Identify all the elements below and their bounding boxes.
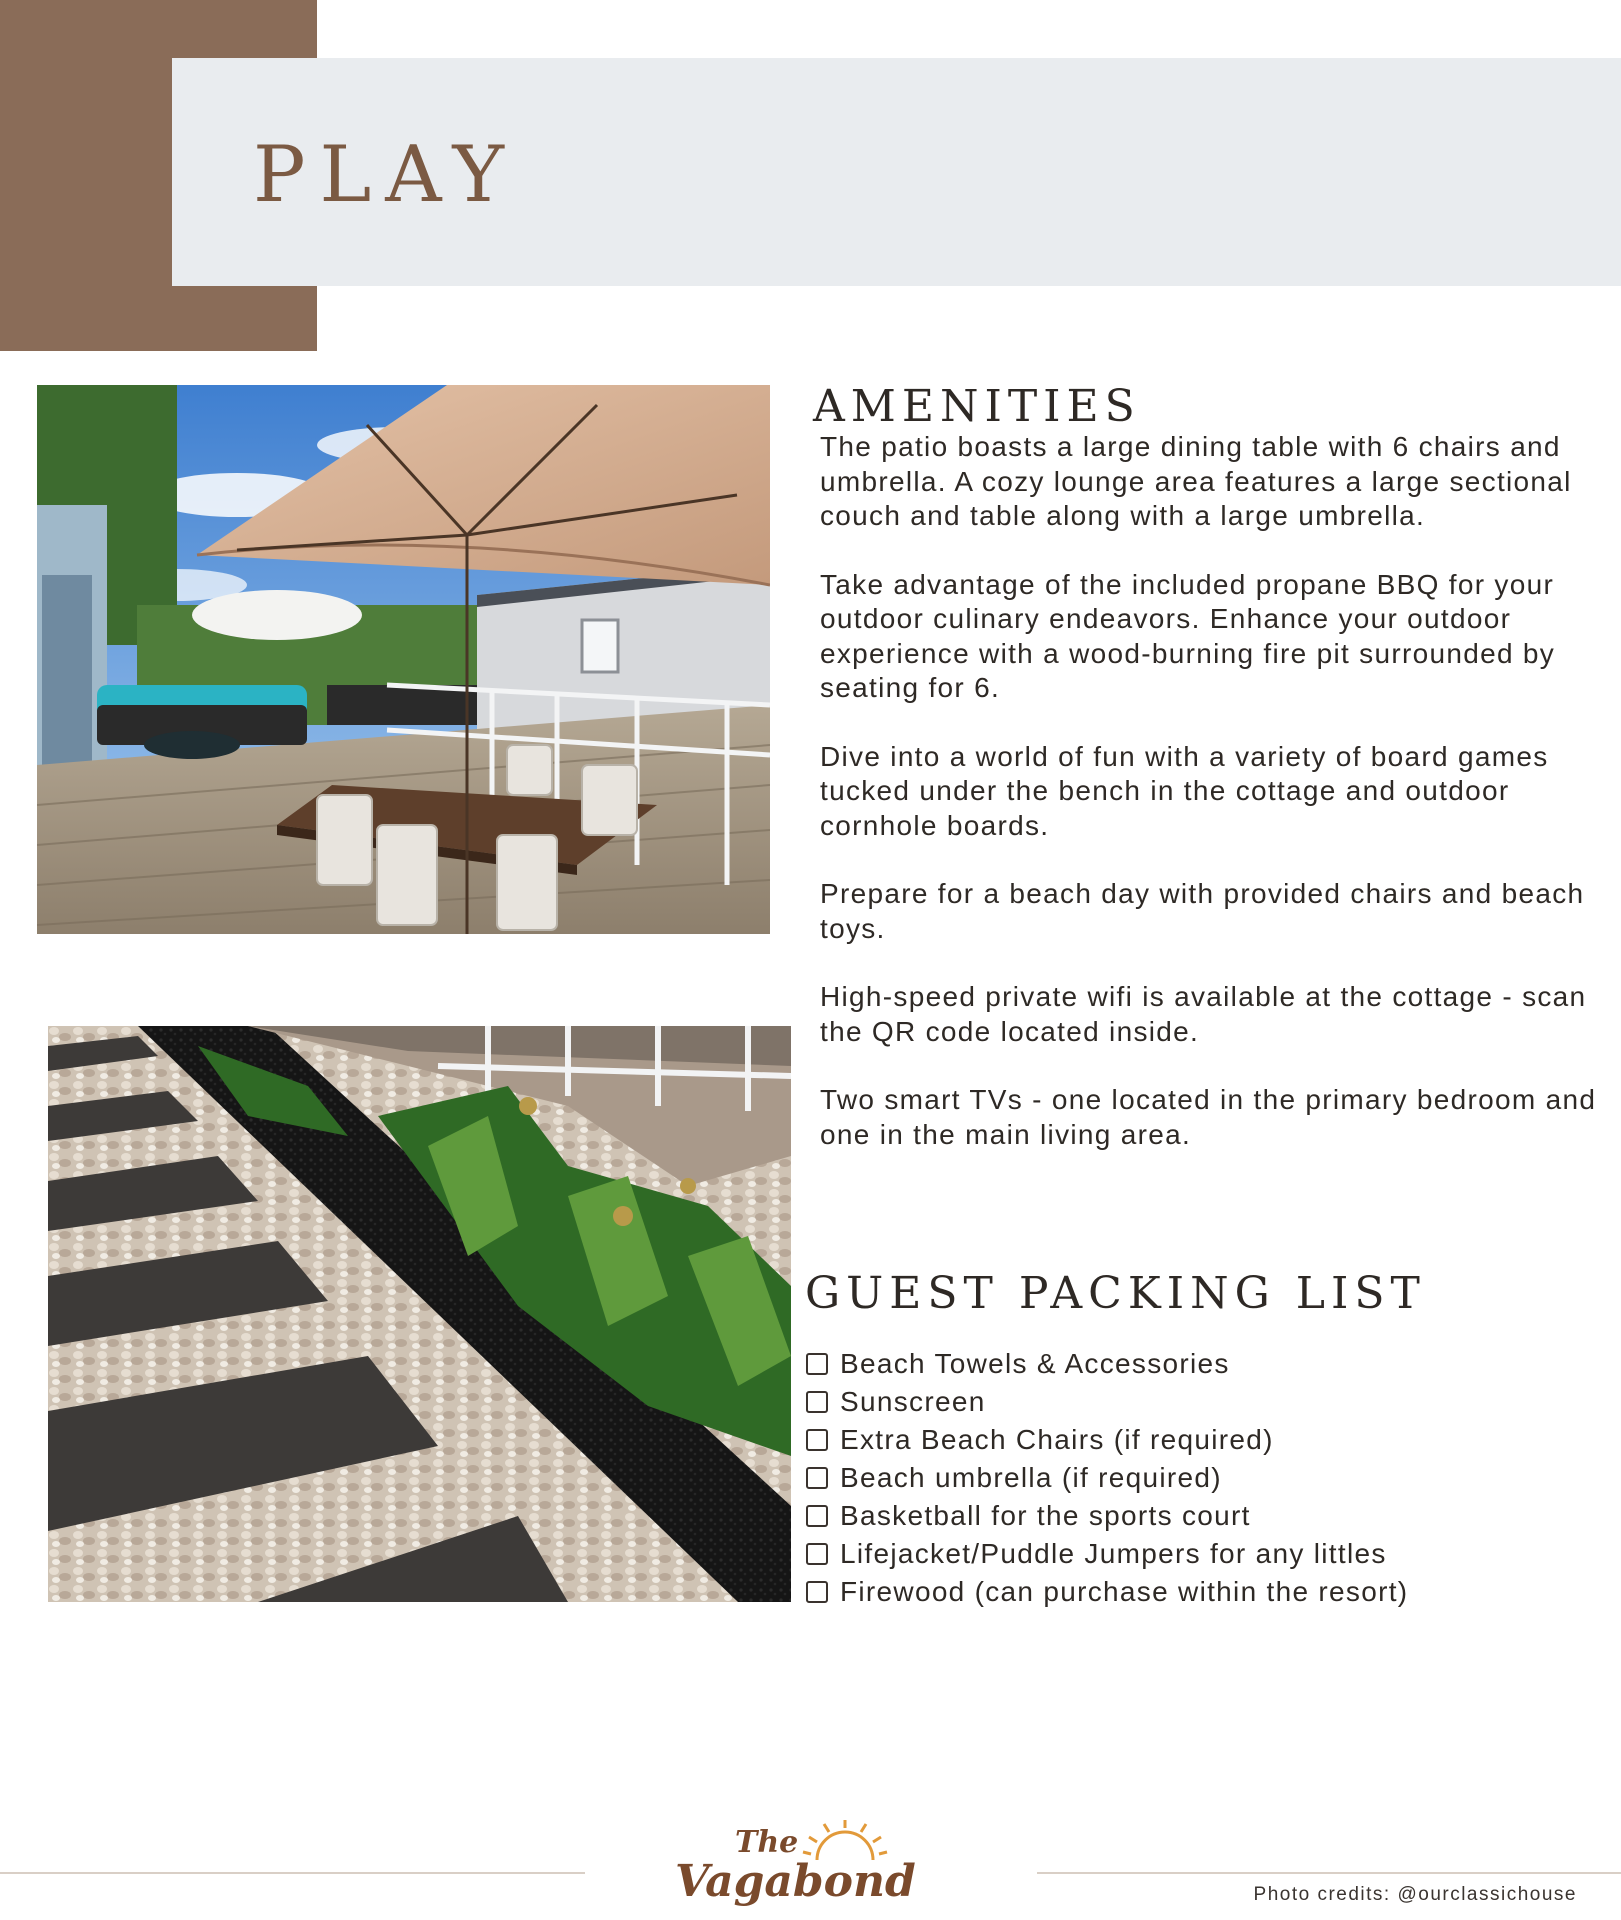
packing-item-label: Sunscreen [840,1386,986,1417]
footer-divider-right [1037,1872,1621,1874]
packing-list [806,1345,1621,1611]
checkbox-icon [806,1581,828,1603]
packing-item-label: Firewood (can purchase within the resort) [840,1576,1409,1607]
footer-divider-left [0,1872,585,1874]
checkbox-icon [806,1353,828,1375]
garden-path-photo [48,1026,791,1602]
packing-item-label: Lifejacket/Puddle Jumpers for any littles [840,1538,1387,1569]
list-item [806,1383,1621,1421]
page-title: PLAY [253,130,518,220]
patio-photo [37,385,770,934]
logo-line-1: The [735,1825,799,1860]
amenities-paragraph-tvs: Two smart TVs - one located in the primary bedroom and one in the main living area. [820,1084,1597,1150]
amenities-text [820,430,1610,1186]
logo-line-2: Vagabond [675,1856,916,1907]
checkbox-icon [806,1429,828,1451]
list-item [806,1345,1621,1383]
list-item [806,1535,1621,1573]
list-item [806,1459,1621,1497]
checkbox-icon [806,1391,828,1413]
packing-item-label: Beach umbrella (if required) [840,1462,1222,1493]
checkbox-icon [806,1467,828,1489]
amenities-paragraph-beach: Prepare for a beach day with provided chairs and beach toys. [820,878,1585,944]
amenities-paragraph-wifi: High-speed private wifi is available at the cottage - scan the QR code located inside. [820,981,1587,1047]
packing-list-heading: GUEST PACKING LIST [805,1268,1426,1319]
packing-item-label: Beach Towels & Accessories [840,1348,1230,1379]
checkbox-icon [806,1505,828,1527]
amenities-paragraph-games: Dive into a world of fun with a variety of board games tucked under the bench in the cottage and outdoor cornhole boards. [820,740,1549,841]
list-item [806,1573,1621,1611]
amenities-paragraph-patio: The patio boasts a large dining table with 6 chairs and umbrella. A cozy lounge area features a large sectional couch and table along with a large umbrella. [820,431,1572,531]
list-item [806,1497,1621,1535]
packing-item-label: Basketball for the sports court [840,1500,1251,1531]
amenities-heading: AMENITIES [813,381,1141,432]
checkbox-icon [806,1543,828,1565]
list-item [806,1421,1621,1459]
amenities-paragraph-bbq: Take advantage of the included propane BBQ for your outdoor culinary endeavors. Enhance your outdoor experience with a wood-burning fire pit surrounded by seating for 6. [820,568,1556,703]
packing-item-label: Extra Beach Chairs (if required) [840,1424,1274,1455]
sun-icon [803,1820,887,1860]
photo-credits: Photo credits: @ourclassichouse [1253,1884,1577,1905]
vagabond-logo [667,1818,952,1913]
